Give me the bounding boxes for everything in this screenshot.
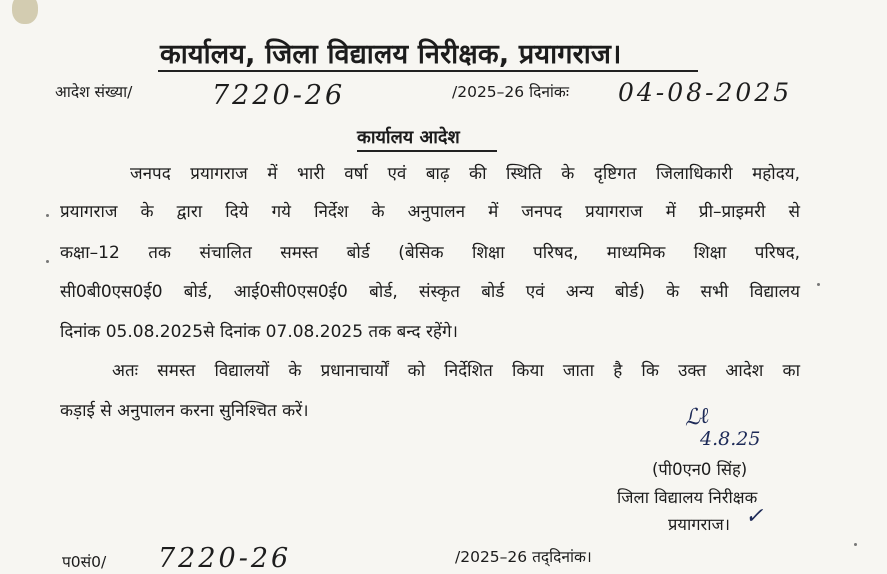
signatory-place: प्रयागराज।: [668, 515, 731, 534]
title-underline: [158, 70, 698, 72]
order-number-handwritten: 7220-26: [212, 80, 346, 111]
scan-dot: [854, 543, 857, 546]
scan-speck: [12, 0, 38, 24]
scan-dot: [817, 283, 820, 286]
signature-scribble: ℒℓ: [682, 403, 711, 432]
year-date-label: /2025–26 दिनांकः: [452, 83, 569, 101]
body-line: कड़ाई से अनुपालन करना सुनिश्चित करें।: [60, 401, 309, 421]
office-title: कार्यालय, जिला विद्यालय निरीक्षक, प्रयागराज।: [160, 39, 622, 70]
signature-date: 4.8.25: [700, 428, 761, 450]
body-line: कक्षा–12 तक संचालित समस्त बोर्ड (बेसिक शिक्षा परिषद, माध्यमिक शिक्षा परिषद,: [60, 243, 800, 263]
body-line: दिनांक 05.08.2025से दिनांक 07.08.2025 तक बन्द रहेंगे।: [60, 322, 458, 342]
scan-dot: [46, 214, 49, 217]
order-heading: कार्यालय आदेश: [357, 127, 460, 148]
footer-year-label: /2025–26 तद्‌दिनांक।: [455, 548, 592, 566]
footer-ref-label: प0सं0/: [62, 553, 107, 571]
initial-tick: ✓: [745, 504, 764, 529]
scan-dot: [46, 260, 49, 263]
date-handwritten: 04-08-2025: [618, 78, 793, 107]
body-line: प्रयागराज के द्वारा दिये गये निर्देश के अनुपालन में जनपद प्रयागराज में प्री–प्राइमरी से: [60, 202, 800, 222]
body-line: सी0बी0एस0ई0 बोर्ड, आई0सी0एस0ई0 बोर्ड, संस्कृत बोर्ड एवं अन्य बोर्ड) के सभी विद्यालय: [60, 282, 800, 302]
signatory-designation: जिला विद्यालय निरीक्षक: [617, 488, 758, 507]
order-number-label: आदेश संख्या/: [55, 83, 133, 101]
body-line: जनपद प्रयागराज में भारी वर्षा एवं बाढ़ की स्थिति के दृष्टिगत जिलाधिकारी महोदय,: [130, 164, 800, 184]
footer-ref-handwritten: 7220-26: [158, 543, 292, 574]
signatory-name: (पी0एन0 सिंह): [652, 460, 748, 479]
body-line: अतः समस्त विद्यालयों के प्रधानाचार्यों को निर्देशित किया जाता है कि उक्त आदेश का: [112, 361, 800, 381]
heading-underline: [357, 150, 497, 152]
